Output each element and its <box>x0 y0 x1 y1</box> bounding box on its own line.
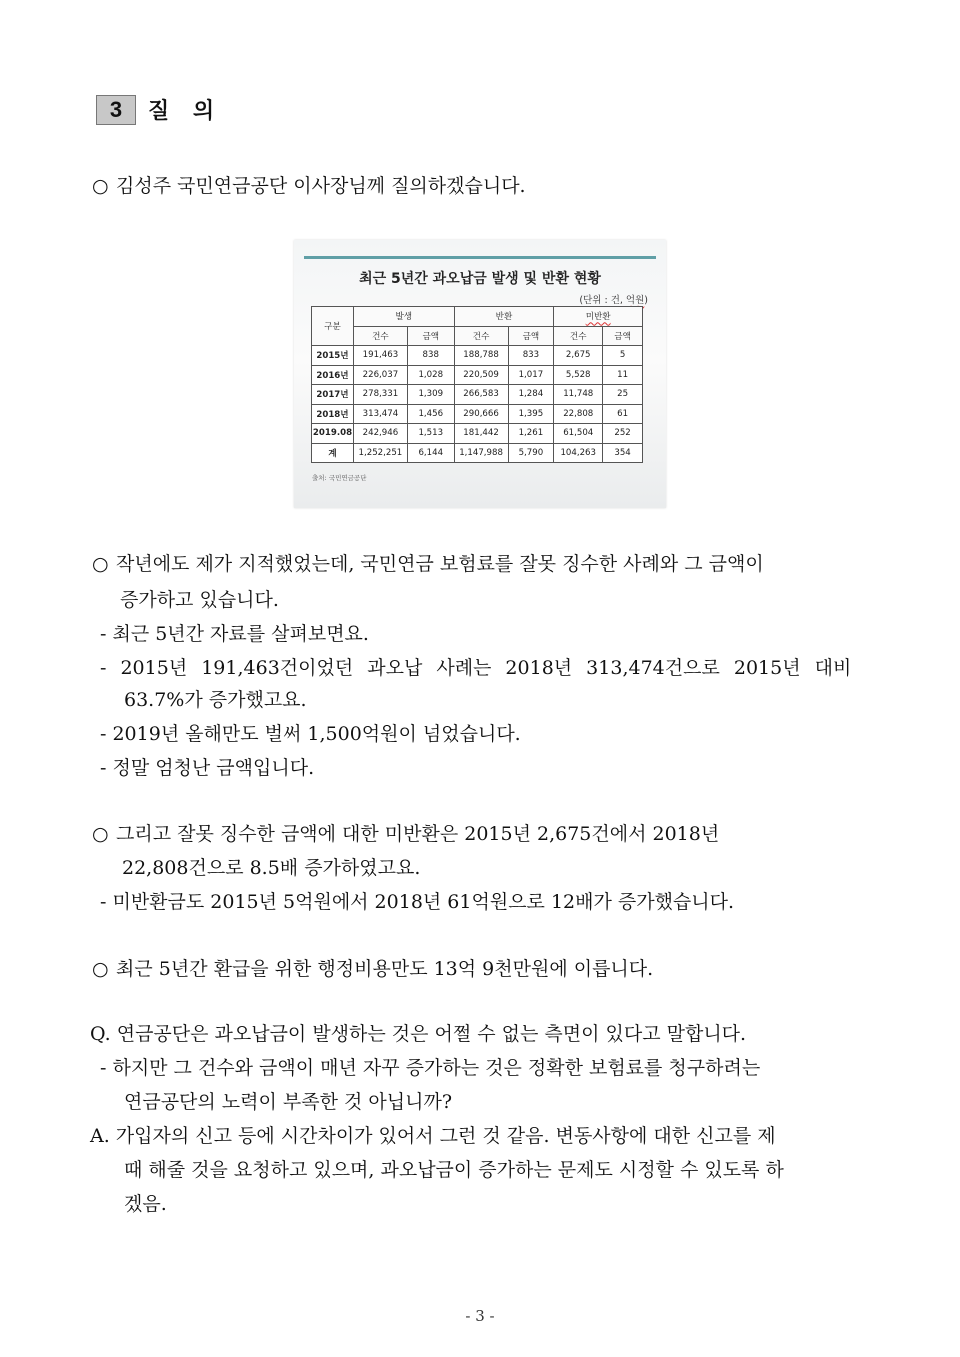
cell: 5,790 <box>508 443 554 463</box>
cell: 1,513 <box>407 424 454 444</box>
cell: 104,263 <box>554 443 603 463</box>
row-label: 2015년 <box>312 346 354 366</box>
table-header-row <box>312 307 643 327</box>
table-row <box>312 424 643 444</box>
para1-bullet2 <box>100 656 868 680</box>
cell: 1,456 <box>407 404 454 424</box>
cell: 181,442 <box>454 424 508 444</box>
cell: 61 <box>603 404 643 424</box>
table-row <box>312 404 643 424</box>
header-group-unrefunded: 미반환 <box>554 307 643 327</box>
cell: 11,748 <box>554 385 603 405</box>
subheader-count: 건수 <box>454 326 508 346</box>
cell: 838 <box>407 346 454 366</box>
circle-bullet-icon: ○ <box>92 958 109 980</box>
answer-line1-text: A. 가입자의 신고 등에 시간차이가 있어서 그런 것 같음. 변동사항에 대한 신고를 제 <box>90 1125 776 1147</box>
cell: 290,666 <box>454 404 508 424</box>
para1-line2: 증가하고 있습니다. <box>120 589 279 611</box>
para3-text: 최근 5년간 환급을 위한 행정비용만도 13억 9천만원에 이릅니다. <box>116 958 654 980</box>
cell: 61,504 <box>554 424 603 444</box>
cell: 252 <box>603 424 643 444</box>
intro-line <box>92 174 526 198</box>
cell: 313,474 <box>353 404 407 424</box>
cell: 25 <box>603 385 643 405</box>
answer-line2 <box>124 1158 868 1182</box>
para2-line1 <box>92 822 719 846</box>
cell: 188,788 <box>454 346 508 366</box>
cell: 226,037 <box>353 365 407 385</box>
para1-bullet2-cont: 63.7%가 증가했고요. <box>124 689 307 711</box>
cell: 1,261 <box>508 424 554 444</box>
cell: 1,028 <box>407 365 454 385</box>
subheader-count: 건수 <box>554 326 603 346</box>
cell: 1,395 <box>508 404 554 424</box>
para3-line <box>92 957 653 981</box>
circle-bullet-icon: ○ <box>92 553 109 575</box>
para1-bullet3: - 2019년 올해만도 벌써 1,500억원이 넘었습니다. <box>100 723 521 745</box>
cell: 833 <box>508 346 554 366</box>
para2-text: 그리고 잘못 징수한 금액에 대한 미반환은 2015년 2,675건에서 2018년 <box>116 823 720 845</box>
answer-line3: 겠음. <box>124 1193 167 1215</box>
header-group-occurred: 발생 <box>353 307 454 327</box>
section-number-box: 3 <box>96 95 136 125</box>
row-label: 2016년 <box>312 365 354 385</box>
header-category: 구분 <box>312 307 354 346</box>
subheader-amount: 금액 <box>407 326 454 346</box>
subheader-amount: 금액 <box>508 326 554 346</box>
cell: 1,309 <box>407 385 454 405</box>
slide-title: 최근 5년간 과오납금 발생 및 반환 현황 <box>359 271 601 287</box>
question-bullet2: 연금공단의 노력이 부족한 것 아닙니까? <box>124 1091 453 1113</box>
cell: 354 <box>603 443 643 463</box>
page-number: - 3 - <box>465 1307 495 1325</box>
cell: 1,147,988 <box>454 443 508 463</box>
para1-bullet4: - 정말 엄청난 금액입니다. <box>100 757 315 779</box>
section-title: 질 의 <box>148 99 223 124</box>
question-bullet1 <box>100 1056 868 1080</box>
cell: 11 <box>603 365 643 385</box>
slide-source-note: 출처: 국민연금공단 <box>312 474 367 482</box>
embedded-table-image <box>294 240 666 508</box>
question-bullet1-text: - 하지만 그 건수와 금액이 매년 자꾸 증가하는 것은 정확한 보험료를 청구하려는 <box>100 1057 761 1079</box>
table-row <box>312 365 643 385</box>
row-label: 계 <box>312 443 354 463</box>
subheader-amount: 금액 <box>603 326 643 346</box>
circle-bullet-icon: ○ <box>92 175 109 197</box>
cell: 1,284 <box>508 385 554 405</box>
cell: 1,017 <box>508 365 554 385</box>
para1-bullet1: - 최근 5년간 자료를 살펴보면요. <box>100 623 369 645</box>
answer-line2-text: 때 해줄 것을 요청하고 있으며, 과오납금이 증가하는 문제도 시정할 수 있도록 하 <box>124 1159 784 1181</box>
para1-line1 <box>92 552 834 576</box>
table-row <box>312 385 643 405</box>
intro-text: 김성주 국민연금공단 이사장님께 질의하겠습니다. <box>116 175 526 197</box>
para2-bullet: - 미반환금도 2015년 5억원에서 2018년 61억원으로 12배가 증가했습니다. <box>100 891 735 913</box>
cell: 266,583 <box>454 385 508 405</box>
cell: 6,144 <box>407 443 454 463</box>
para2-line2: 22,808건으로 8.5배 증가하였고요. <box>122 857 421 879</box>
cell: 278,331 <box>353 385 407 405</box>
cell: 242,946 <box>353 424 407 444</box>
question-line: Q. 연금공단은 과오납금이 발생하는 것은 어쩔 수 없는 측면이 있다고 말합니다. <box>90 1023 747 1045</box>
cell: 22,808 <box>554 404 603 424</box>
row-label: 2019.08 <box>312 424 354 444</box>
header-group-refunded: 반환 <box>454 307 554 327</box>
answer-line1 <box>90 1124 868 1148</box>
table-total-row <box>312 443 643 463</box>
cell: 2,675 <box>554 346 603 366</box>
row-label: 2018년 <box>312 404 354 424</box>
para1-bullet2-text: - 2015년 191,463건이었던 과오납 사례는 2018년 313,474건으로 2015년 대비 <box>100 657 852 679</box>
cell: 5 <box>603 346 643 366</box>
slide-divider <box>304 256 656 259</box>
table-row <box>312 346 643 366</box>
table-subheader-row <box>312 326 643 346</box>
section-heading <box>96 94 222 125</box>
para1-text: 작년에도 제가 지적했었는데, 국민연금 보험료를 잘못 징수한 사례와 그 금액이 <box>116 553 764 575</box>
row-label: 2017년 <box>312 385 354 405</box>
subheader-count: 건수 <box>353 326 407 346</box>
refund-status-table <box>311 306 643 463</box>
cell: 191,463 <box>353 346 407 366</box>
cell: 220,509 <box>454 365 508 385</box>
slide-unit-note: (단위 : 건, 억원) <box>579 295 648 306</box>
cell: 5,528 <box>554 365 603 385</box>
cell: 1,252,251 <box>353 443 407 463</box>
circle-bullet-icon: ○ <box>92 823 109 845</box>
